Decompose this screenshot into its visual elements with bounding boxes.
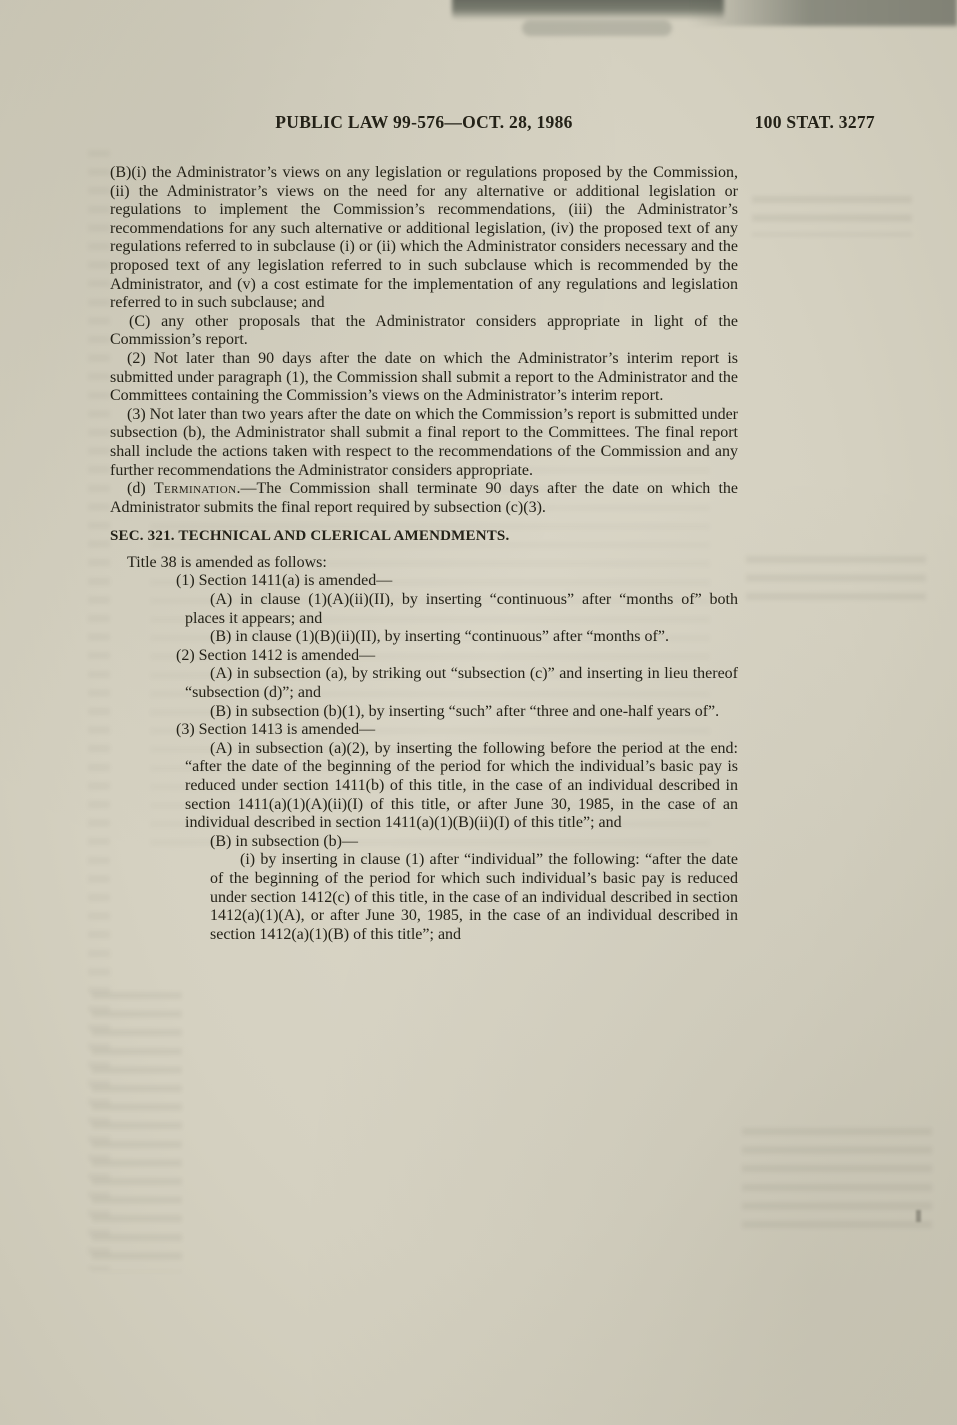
paragraph-3: (3) Not later than two years after the date on which the Commission’s report is submitted under subsection (b), the Administrator shall submit a final report to the Committees. The final report shall include the actions taken with respect to the recommendations of the Commission and any further recommendations the Administrator considers appropriate. bbox=[110, 405, 738, 479]
amendment-item-1B: (B) in clause (1)(B)(ii)(II), by inserting “continuous” after “months of”. bbox=[210, 628, 669, 646]
bleedthrough-left-column bbox=[88, 150, 110, 1270]
scan-smudge-corner bbox=[688, 0, 957, 26]
amendment-item-2B: (B) in subsection (b)(1), by inserting “such” after “three and one-half years of”. bbox=[210, 702, 720, 720]
subsection-d-term: Termination bbox=[153, 480, 237, 498]
law-title: PUBLIC LAW 99-576—OCT. 28, 1986 bbox=[275, 112, 573, 132]
scan-speck bbox=[916, 1210, 921, 1222]
scan-smudge-top bbox=[452, 0, 724, 20]
statute-page-number: 100 STAT. 3277 bbox=[754, 112, 875, 132]
bleedthrough-right-mid bbox=[746, 556, 926, 612]
clause-B: (B)(i) the Administrator’s views on any legislation or regulations proposed by the Commission, (ii) the Administrator’s views on the need for any alternative or additional legislation or regulations to implement the Commission’s recommendations, (iii) the Administrator’s recommendations for any such alternative or additional legislation, (iv) the proposed text of any regulations referred to in subclause (i) or (ii) which the Administrator considers necessary and the proposed text of any legislation referred to in such subclause which is recommended by the Administrator, and (v) a cost estimate for the implementation of any regulations and legislation referred to in such subclause; and bbox=[110, 164, 738, 312]
bleedthrough-left-lower bbox=[92, 992, 182, 1272]
amendment-item-3A: (A) in subsection (a)(2), by inserting the following before the period at the end: “after the date of the beginning of the period for which the individual’s basic pay is reduced under section 1411(b) of this title, in the case of an individual described in section 1411(a)(1)(A)(ii)(I) of this title, or after June 30, 1985, in the case of an individual described in section 1411(a)(1)(B)(ii)(I) of this title”; and bbox=[185, 739, 738, 832]
statute-text-block bbox=[110, 164, 738, 944]
subsection-d-text: .—The Commission shall terminate 90 days after the date on which the Administrator submits the final report required by subsection (c)(3). bbox=[110, 480, 739, 516]
amendment-item-3B: (B) in subsection (b)— bbox=[210, 832, 358, 850]
bleedthrough-right-lower bbox=[742, 1128, 932, 1228]
subsection-d bbox=[110, 480, 738, 517]
bleedthrough-right-top bbox=[752, 196, 912, 236]
amendment-item-1: (1) Section 1411(a) is amended— bbox=[176, 572, 393, 590]
amendment-item-1A: (A) in clause (1)(A)(ii)(II), by inserting “continuous” after “months of” both places it appears; and bbox=[185, 591, 738, 627]
amendments-intro: Title 38 is amended as follows: bbox=[127, 553, 327, 571]
clause-C: (C) any other proposals that the Administrator considers appropriate in light of the Commission’s report. bbox=[110, 312, 738, 349]
subsection-d-label: (d) bbox=[127, 480, 154, 498]
scan-smudge-top-secondary bbox=[522, 20, 672, 36]
section-heading: SEC. 321. TECHNICAL AND CLERICAL AMENDMENTS. bbox=[110, 528, 510, 545]
page-header bbox=[0, 112, 957, 136]
amendment-item-2: (2) Section 1412 is amended— bbox=[176, 646, 376, 664]
paragraph-2: (2) Not later than 90 days after the date on which the Administrator’s interim report is submitted under paragraph (1), the Commission shall submit a report to the Administrator and the Committees containing the Commission’s views on the Administrator’s interim report. bbox=[110, 349, 738, 405]
amendment-item-3Bi: (i) by inserting in clause (1) after “individual” the following: “after the date of the beginning of the period for which such individual’s basic pay is reduced under section 1412(c) of this title, in the case of an individual described in section 1412(a)(1)(A), or after June 30, 1985, in the case of an individual described in section 1412(a)(1)(B) of this title”; and bbox=[210, 851, 738, 943]
amendment-item-3: (3) Section 1413 is amended— bbox=[176, 721, 376, 739]
amendment-item-2A: (A) in subsection (a), by striking out “subsection (c)” and inserting in lieu thereof “subsection (d)”; and bbox=[185, 665, 738, 702]
